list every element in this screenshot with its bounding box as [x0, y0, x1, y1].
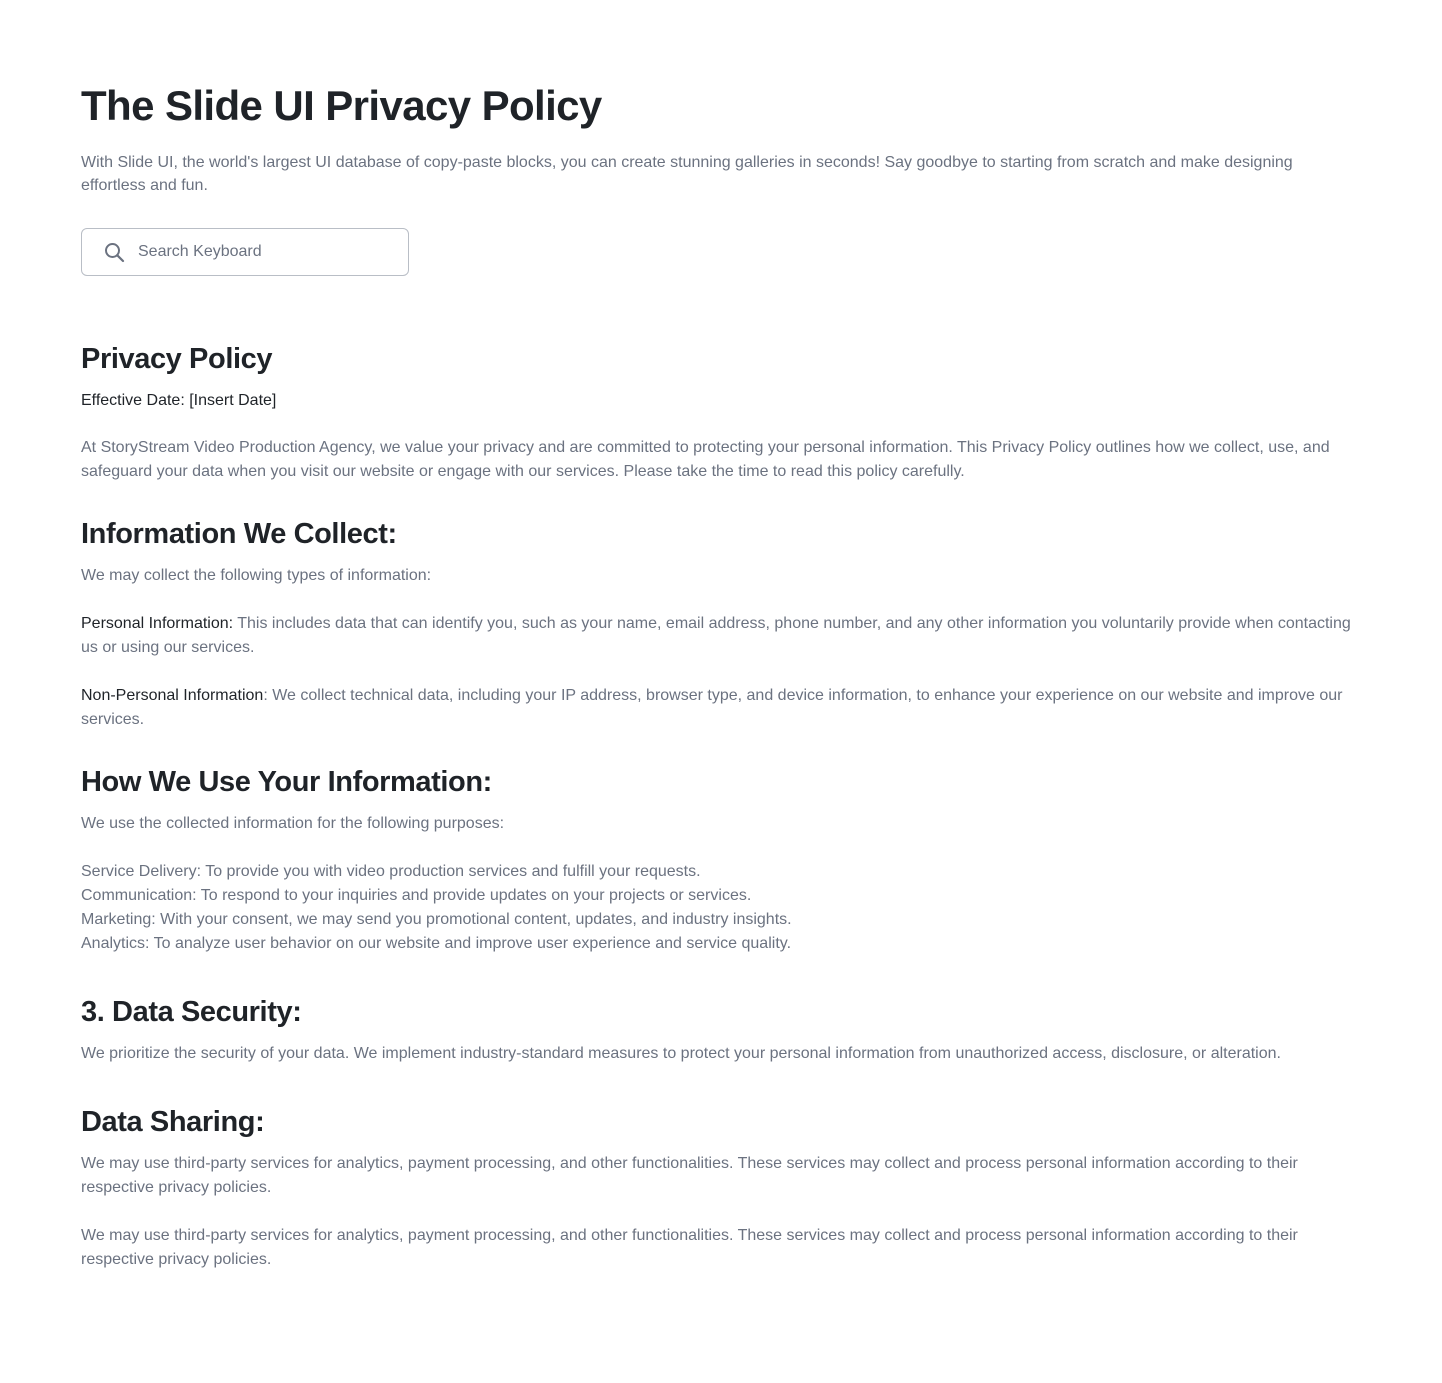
- effective-date: Effective Date: [Insert Date]: [81, 392, 277, 409]
- privacy-policy-heading: Privacy Policy: [81, 343, 273, 375]
- search-input[interactable]: [138, 243, 388, 261]
- search-box[interactable]: [81, 228, 409, 276]
- use-lead: We use the collected information for the following purposes:: [81, 815, 505, 832]
- personal-info-paragraph: [81, 612, 1361, 660]
- page-title: The Slide UI Privacy Policy: [81, 82, 602, 129]
- nonpersonal-info-paragraph: [81, 684, 1361, 732]
- nonpersonal-info-text: : We collect technical data, including your IP address, browser type, and device information, to enhance your experience on our website and improve our services.: [81, 687, 1343, 728]
- list-item: Service Delivery: To provide you with video production services and fulfill your requests.: [81, 863, 701, 880]
- collect-lead: We may collect the following types of information:: [81, 567, 432, 584]
- sharing-paragraph-1: We may use third-party services for analytics, payment processing, and other functionalities. These services may collect and process personal information according to their respective privacy policies.: [81, 1155, 1298, 1196]
- list-item: Communication: To respond to your inquiries and provide updates on your projects or services.: [81, 887, 752, 904]
- page-subtitle: With Slide UI, the world's largest UI database of copy-paste blocks, you can create stunning galleries in seconds! Say goodbye to starting from scratch and make designing effortless and fun.: [81, 154, 1293, 194]
- list-item: Marketing: With your consent, we may send you promotional content, updates, and industry insights.: [81, 911, 792, 928]
- collect-heading: Information We Collect:: [81, 518, 397, 550]
- security-heading: 3. Data Security:: [81, 996, 302, 1028]
- list-item: Analytics: To analyze user behavior on our website and improve user experience and service quality.: [81, 935, 792, 952]
- search-icon: [103, 241, 125, 263]
- use-list: [81, 860, 1361, 956]
- security-paragraph: We prioritize the security of your data. We implement industry-standard measures to protect your personal information from unauthorized access, disclosure, or alteration.: [81, 1045, 1281, 1062]
- sharing-paragraph-2: We may use third-party services for analytics, payment processing, and other functionalities. These services may collect and process personal information according to their respective privacy policies.: [81, 1227, 1298, 1268]
- intro-paragraph: At StoryStream Video Production Agency, we value your privacy and are committed to protecting your personal information. This Privacy Policy outlines how we collect, use, and safeguard your data when you visit our website or engage with our services. Please take the time to read this policy carefully.: [81, 439, 1330, 480]
- nonpersonal-info-label: Non-Personal Information: [81, 687, 264, 704]
- sharing-heading: Data Sharing:: [81, 1106, 265, 1138]
- use-heading: How We Use Your Information:: [81, 766, 492, 798]
- personal-info-label: Personal Information:: [81, 615, 234, 632]
- personal-info-text: This includes data that can identify you, such as your name, email address, phone number, and any other information you voluntarily provide when contacting us or using our services.: [81, 615, 1351, 656]
